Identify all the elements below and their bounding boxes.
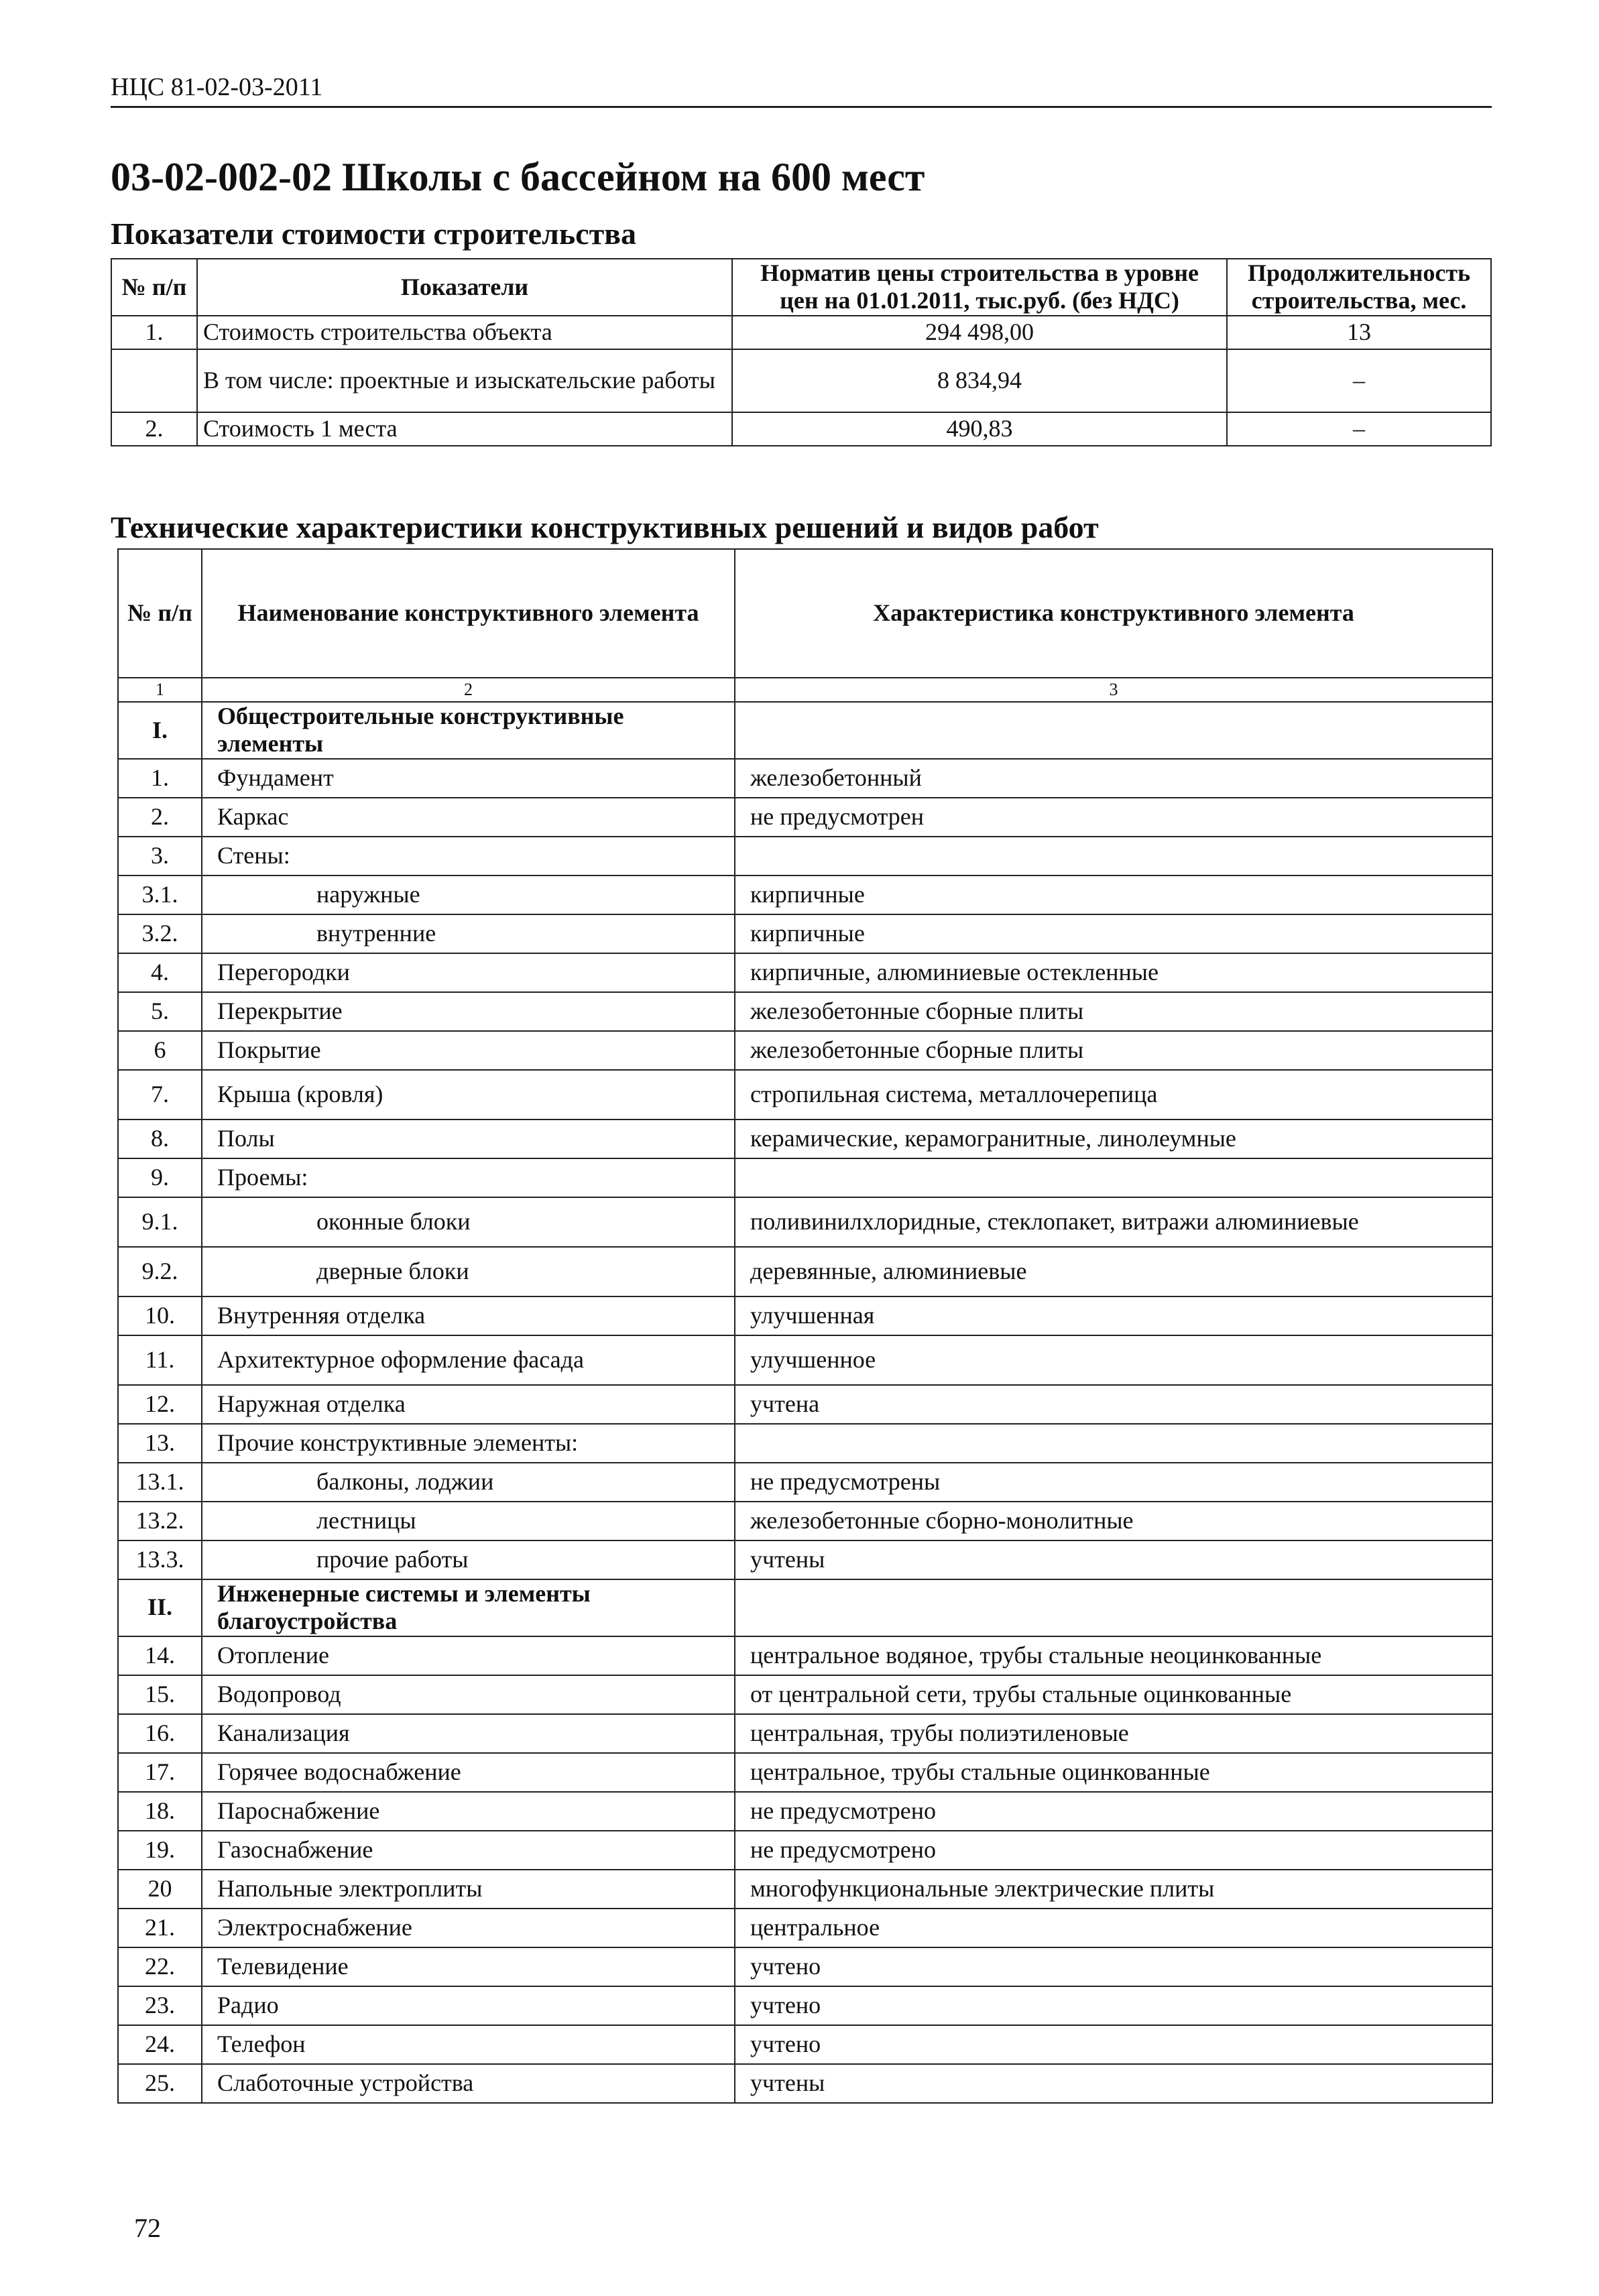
tech-table <box>117 548 1493 2104</box>
tech-row-element-name: Водопровод <box>202 1675 735 1714</box>
tech-row-element-name: Телефон <box>202 2025 735 2064</box>
tech-row-number: 13.3. <box>118 1540 202 1579</box>
tech-table-row <box>118 1424 1492 1463</box>
tech-row-number: 24. <box>118 2025 202 2064</box>
tech-row-element-name: Полы <box>202 1120 735 1158</box>
tech-row-element-name: балконы, лоджии <box>202 1463 735 1502</box>
cost-row-number <box>111 349 197 412</box>
tech-table-row <box>118 1909 1492 1947</box>
tech-row-characteristic: не предусмотрен <box>735 798 1492 837</box>
document-title: 03-02-002-02 Школы с бассейном на 600 мест <box>111 155 925 199</box>
tech-table-row <box>118 1335 1492 1385</box>
tech-row-number: 15. <box>118 1675 202 1714</box>
tech-row-characteristic: не предусмотрены <box>735 1463 1492 1502</box>
tech-row-characteristic: деревянные, алюминиевые <box>735 1247 1492 1296</box>
tech-table-row <box>118 1792 1492 1831</box>
tech-row-element-name: Газоснабжение <box>202 1831 735 1870</box>
tech-row-characteristic: кирпичные, алюминиевые остекленные <box>735 953 1492 992</box>
tech-table-row <box>118 914 1492 953</box>
tech-table-row <box>118 1296 1492 1335</box>
tech-table-row <box>118 1247 1492 1296</box>
tech-row-element-name: Горячее водоснабжение <box>202 1753 735 1792</box>
tech-row-element-name: Отопление <box>202 1636 735 1675</box>
tech-table-row <box>118 1158 1492 1197</box>
tech-row-number: 3. <box>118 837 202 875</box>
tech-row-element-name: наружные <box>202 875 735 914</box>
tech-row-characteristic: кирпичные <box>735 914 1492 953</box>
tech-row-element-name: Внутренняя отделка <box>202 1296 735 1335</box>
tech-row-element-name: Крыша (кровля) <box>202 1070 735 1120</box>
tech-table-row <box>118 1463 1492 1502</box>
cost-row-indicator: Стоимость 1 места <box>197 412 732 446</box>
tech-row-number: 16. <box>118 1714 202 1753</box>
tech-row-number: 14. <box>118 1636 202 1675</box>
tech-row-element-name: Телевидение <box>202 1947 735 1986</box>
tech-row-characteristic: многофункциональные электрические плиты <box>735 1870 1492 1909</box>
document-code: НЦС 81-02-03-2011 <box>111 73 323 101</box>
tech-table-header-row <box>118 549 1492 678</box>
cost-row-duration: 13 <box>1227 316 1491 349</box>
tech-row-element-name: Проемы: <box>202 1158 735 1197</box>
tech-row-element-name: прочие работы <box>202 1540 735 1579</box>
tech-row-characteristic: учтено <box>735 1947 1492 1986</box>
cost-header-price: Норматив цены строительства в уровне цен на 01.01.2011, тыс.руб. (без НДС) <box>732 259 1227 316</box>
tech-row-element-name: Фундамент <box>202 759 735 798</box>
tech-row-element-name: Каркас <box>202 798 735 837</box>
cost-table-row <box>111 316 1491 349</box>
tech-row-characteristic: от центральной сети, трубы стальные оцинкованные <box>735 1675 1492 1714</box>
tech-row-number: 13.1. <box>118 1463 202 1502</box>
tech-header-element-name: Наименование конструктивного элемента <box>202 549 735 678</box>
tech-row-number: 23. <box>118 1986 202 2025</box>
tech-row-number: 3.1. <box>118 875 202 914</box>
tech-row-characteristic: учтено <box>735 1986 1492 2025</box>
tech-table-row <box>118 837 1492 875</box>
tech-row-element-name: оконные блоки <box>202 1197 735 1247</box>
tech-row-characteristic: учтены <box>735 2064 1492 2103</box>
tech-row-characteristic <box>735 837 1492 875</box>
tech-row-number: 3.2. <box>118 914 202 953</box>
cost-section-title: Показатели стоимости строительства <box>111 217 637 251</box>
cost-row-number: 2. <box>111 412 197 446</box>
tech-row-characteristic: учтено <box>735 2025 1492 2064</box>
tech-row-characteristic <box>735 1158 1492 1197</box>
tech-row-number: I. <box>118 702 202 759</box>
tech-row-characteristic: учтены <box>735 1540 1492 1579</box>
tech-row-element-name: Канализация <box>202 1714 735 1753</box>
tech-table-row <box>118 1540 1492 1579</box>
tech-table-row <box>118 1197 1492 1247</box>
tech-row-characteristic <box>735 1579 1492 1636</box>
cost-row-price: 490,83 <box>732 412 1227 446</box>
tech-column-number: 2 <box>202 678 735 702</box>
tech-row-characteristic: поливинилхлоридные, стеклопакет, витражи алюминиевые <box>735 1197 1492 1247</box>
cost-row-indicator: В том числе: проектные и изыскательские работы <box>197 349 732 412</box>
tech-table-row <box>118 2025 1492 2064</box>
tech-table-row <box>118 992 1492 1031</box>
tech-row-number: 17. <box>118 1753 202 1792</box>
cost-table-row <box>111 349 1491 412</box>
cost-row-number: 1. <box>111 316 197 349</box>
tech-row-characteristic <box>735 1424 1492 1463</box>
cost-row-price: 294 498,00 <box>732 316 1227 349</box>
page-number: 72 <box>134 2213 161 2243</box>
tech-row-element-name: лестницы <box>202 1502 735 1540</box>
tech-row-number: 11. <box>118 1335 202 1385</box>
tech-table-row <box>118 1986 1492 2025</box>
tech-row-number: 7. <box>118 1070 202 1120</box>
tech-table-row <box>118 1120 1492 1158</box>
header-rule <box>111 106 1492 108</box>
tech-row-number: 25. <box>118 2064 202 2103</box>
tech-table-row <box>118 1070 1492 1120</box>
tech-row-number: 5. <box>118 992 202 1031</box>
tech-row-number: 22. <box>118 1947 202 1986</box>
tech-row-number: 12. <box>118 1385 202 1424</box>
tech-column-number: 1 <box>118 678 202 702</box>
tech-row-characteristic: центральная, трубы полиэтиленовые <box>735 1714 1492 1753</box>
tech-row-element-name: Электроснабжение <box>202 1909 735 1947</box>
tech-row-characteristic: центральное водяное, трубы стальные неоцинкованные <box>735 1636 1492 1675</box>
cost-row-price: 8 834,94 <box>732 349 1227 412</box>
tech-table-row <box>118 759 1492 798</box>
tech-row-element-name: Покрытие <box>202 1031 735 1070</box>
tech-row-number: 13. <box>118 1424 202 1463</box>
tech-table-row <box>118 2064 1492 2103</box>
cost-row-indicator: Стоимость строительства объекта <box>197 316 732 349</box>
tech-table-row <box>118 1502 1492 1540</box>
tech-header-number: № п/п <box>118 549 202 678</box>
tech-table-row <box>118 953 1492 992</box>
tech-column-numbers-row <box>118 678 1492 702</box>
tech-row-element-name: дверные блоки <box>202 1247 735 1296</box>
cost-header-number: № п/п <box>111 259 197 316</box>
tech-table-row <box>118 1675 1492 1714</box>
tech-row-element-name: Перегородки <box>202 953 735 992</box>
tech-row-number: 13.2. <box>118 1502 202 1540</box>
tech-table-row <box>118 875 1492 914</box>
tech-row-number: 2. <box>118 798 202 837</box>
tech-row-element-name: внутренние <box>202 914 735 953</box>
tech-row-characteristic: не предусмотрено <box>735 1831 1492 1870</box>
tech-table-row <box>118 1753 1492 1792</box>
tech-row-number: 9.1. <box>118 1197 202 1247</box>
tech-row-number: 18. <box>118 1792 202 1831</box>
tech-section-row <box>118 702 1492 759</box>
cost-table-row <box>111 412 1491 446</box>
tech-row-characteristic: центральное, трубы стальные оцинкованные <box>735 1753 1492 1792</box>
tech-table-row <box>118 1870 1492 1909</box>
tech-row-characteristic: керамические, керамогранитные, линолеумные <box>735 1120 1492 1158</box>
tech-row-number: 1. <box>118 759 202 798</box>
tech-row-characteristic <box>735 702 1492 759</box>
tech-row-number: 20 <box>118 1870 202 1909</box>
tech-row-number: 21. <box>118 1909 202 1947</box>
tech-row-element-name: Инженерные системы и элементы благоустройства <box>202 1579 735 1636</box>
tech-row-characteristic: не предусмотрено <box>735 1792 1492 1831</box>
tech-table-row <box>118 1831 1492 1870</box>
tech-table-row <box>118 1636 1492 1675</box>
tech-column-number: 3 <box>735 678 1492 702</box>
tech-row-characteristic: железобетонные сборные плиты <box>735 1031 1492 1070</box>
tech-row-characteristic: железобетонные сборно-монолитные <box>735 1502 1492 1540</box>
cost-header-duration: Продолжительность строительства, мес. <box>1227 259 1491 316</box>
tech-row-characteristic: улучшенное <box>735 1335 1492 1385</box>
tech-row-number: 8. <box>118 1120 202 1158</box>
tech-row-characteristic: учтена <box>735 1385 1492 1424</box>
tech-row-number: 19. <box>118 1831 202 1870</box>
tech-row-number: II. <box>118 1579 202 1636</box>
tech-row-characteristic: стропильная система, металлочерепица <box>735 1070 1492 1120</box>
tech-table-row <box>118 1031 1492 1070</box>
tech-row-element-name: Слаботочные устройства <box>202 2064 735 2103</box>
tech-row-characteristic: железобетонный <box>735 759 1492 798</box>
cost-row-duration: – <box>1227 412 1491 446</box>
tech-row-number: 4. <box>118 953 202 992</box>
tech-table-row <box>118 1385 1492 1424</box>
cost-row-duration: – <box>1227 349 1491 412</box>
tech-section-row <box>118 1579 1492 1636</box>
cost-table-header-row <box>111 259 1491 316</box>
cost-table <box>111 258 1492 446</box>
tech-row-element-name: Общестроительные конструктивные элементы <box>202 702 735 759</box>
tech-row-element-name: Пароснабжение <box>202 1792 735 1831</box>
tech-row-characteristic: центральное <box>735 1909 1492 1947</box>
tech-row-element-name: Перекрытие <box>202 992 735 1031</box>
tech-table-row <box>118 798 1492 837</box>
tech-row-number: 9. <box>118 1158 202 1197</box>
tech-table-row <box>118 1947 1492 1986</box>
cost-header-indicator: Показатели <box>197 259 732 316</box>
tech-row-element-name: Напольные электроплиты <box>202 1870 735 1909</box>
tech-row-element-name: Стены: <box>202 837 735 875</box>
tech-row-characteristic: железобетонные сборные плиты <box>735 992 1492 1031</box>
tech-section-title: Технические характеристики конструктивных решений и видов работ <box>111 510 1099 544</box>
tech-row-characteristic: кирпичные <box>735 875 1492 914</box>
tech-table-row <box>118 1714 1492 1753</box>
tech-header-characteristic: Характеристика конструктивного элемента <box>735 549 1492 678</box>
tech-row-element-name: Наружная отделка <box>202 1385 735 1424</box>
tech-row-characteristic: улучшенная <box>735 1296 1492 1335</box>
tech-row-element-name: Прочие конструктивные элементы: <box>202 1424 735 1463</box>
tech-row-number: 9.2. <box>118 1247 202 1296</box>
tech-row-element-name: Архитектурное оформление фасада <box>202 1335 735 1385</box>
tech-row-number: 6 <box>118 1031 202 1070</box>
tech-row-number: 10. <box>118 1296 202 1335</box>
tech-row-element-name: Радио <box>202 1986 735 2025</box>
